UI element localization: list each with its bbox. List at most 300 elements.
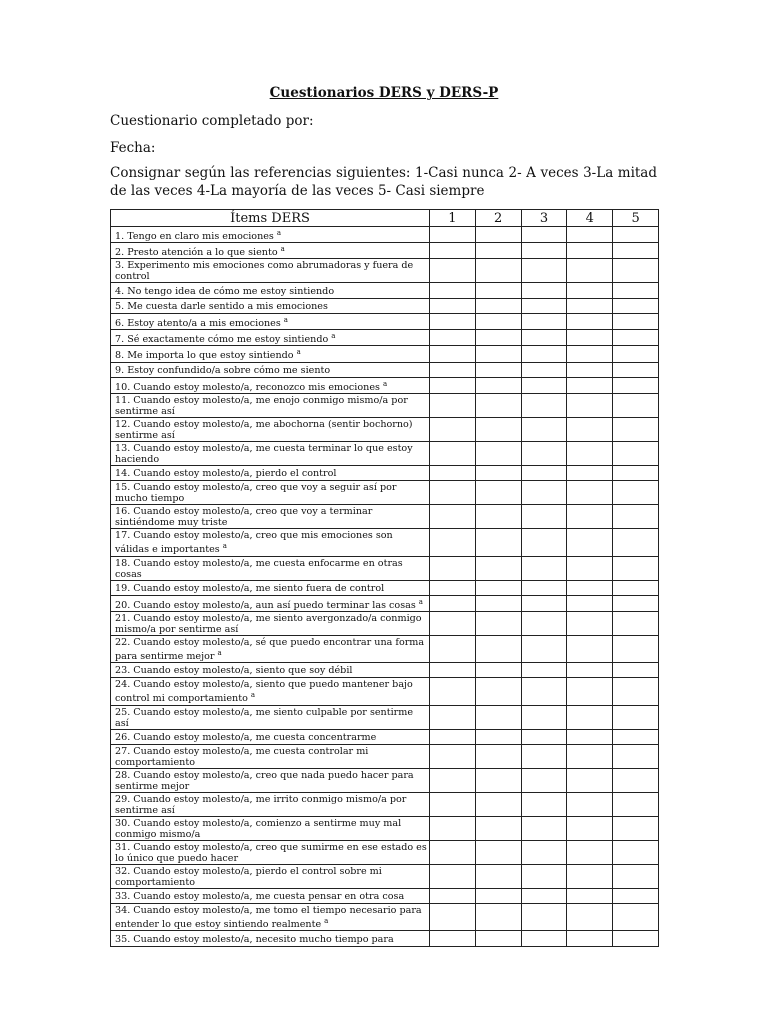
answer-cell-3[interactable] [521,816,567,840]
answer-cell-3[interactable] [521,481,567,505]
answer-cell-4[interactable] [567,663,613,678]
answer-cell-4[interactable] [567,505,613,529]
answer-cell-4[interactable] [567,466,613,481]
item-text-cell [111,580,430,595]
answer-cell-3[interactable] [521,729,567,744]
completed-by-label: Cuestionario completado por: [110,113,314,129]
answer-cell-1[interactable] [430,595,476,611]
answer-cell-1[interactable] [430,283,476,298]
answer-cell-4[interactable] [567,481,613,505]
item-text: 34. Cuando estoy molesto/a, me tomo el tiempo necesario para entender lo que estoy sintiendo realmente [115,905,422,931]
item-text-cell [111,346,430,362]
item-text: 6. Estoy atento/a a mis emociones [115,318,281,330]
answer-cell-3[interactable] [521,505,567,529]
answer-cell-5[interactable] [613,840,659,864]
answer-cell-2[interactable] [475,313,521,329]
answer-cell-1[interactable] [430,840,476,864]
table-row [111,362,659,377]
item-text-cell [111,418,430,442]
answer-cell-1[interactable] [430,864,476,888]
answer-cell-2[interactable] [475,529,521,556]
answer-cell-2[interactable] [475,580,521,595]
answer-cell-5[interactable] [613,663,659,678]
item-text: 1. Tengo en claro mis emociones [115,231,274,243]
table-row [111,792,659,816]
table-row [111,931,659,946]
table-row [111,663,659,678]
answer-cell-2[interactable] [475,442,521,466]
answer-cell-5[interactable] [613,466,659,481]
answer-cell-2[interactable] [475,816,521,840]
answer-cell-5[interactable] [613,330,659,346]
answer-cell-4[interactable] [567,611,613,635]
item-text: 16. Cuando estoy molesto/a, creo que voy a terminar sintiéndome muy triste [115,506,373,529]
item-text: 5. Me cuesta darle sentido a mis emociones [115,300,328,312]
answer-cell-2[interactable] [475,377,521,393]
answer-cell-1[interactable] [430,418,476,442]
answer-cell-5[interactable] [613,904,659,931]
table-row [111,377,659,393]
answer-cell-3[interactable] [521,705,567,729]
date-label: Fecha: [110,140,156,156]
answer-cell-4[interactable] [567,529,613,556]
answer-cell-3[interactable] [521,313,567,329]
answer-cell-4[interactable] [567,888,613,903]
answer-cell-3[interactable] [521,888,567,903]
answer-cell-5[interactable] [613,864,659,888]
table-row [111,816,659,840]
answer-cell-1[interactable] [430,635,476,662]
item-text-cell [111,663,430,678]
item-text-cell [111,377,430,393]
answer-cell-2[interactable] [475,595,521,611]
answer-cell-2[interactable] [475,635,521,662]
answer-cell-2[interactable] [475,298,521,313]
item-text: 11. Cuando estoy molesto/a, me enojo conmigo mismo/a por sentirme así [115,395,408,418]
answer-cell-4[interactable] [567,418,613,442]
answer-cell-1[interactable] [430,792,476,816]
item-text: 17. Cuando estoy molesto/a, creo que mis emociones son válidas e importantes [115,530,393,556]
answer-cell-4[interactable] [567,840,613,864]
item-text: 29. Cuando estoy molesto/a, me irrito conmigo mismo/a por sentirme así [115,793,407,816]
answer-cell-2[interactable] [475,227,521,243]
item-note-marker: a [250,691,256,700]
table-row [111,611,659,635]
answer-cell-1[interactable] [430,931,476,946]
item-text-cell [111,556,430,580]
table-row [111,313,659,329]
answer-cell-3[interactable] [521,394,567,418]
table-row [111,705,659,729]
answer-cell-1[interactable] [430,346,476,362]
item-text: 25. Cuando estoy molesto/a, me siento culpable por sentirme así [115,706,414,729]
answer-cell-4[interactable] [567,313,613,329]
answer-cell-5[interactable] [613,362,659,377]
answer-cell-5[interactable] [613,580,659,595]
header-items: Ítems DERS [111,210,430,227]
item-text-cell [111,904,430,931]
item-text-cell [111,243,430,259]
answer-cell-3[interactable] [521,840,567,864]
answer-cell-5[interactable] [613,481,659,505]
answer-cell-4[interactable] [567,595,613,611]
answer-cell-5[interactable] [613,418,659,442]
answer-cell-1[interactable] [430,663,476,678]
answer-cell-1[interactable] [430,259,476,283]
item-text-cell [111,259,430,283]
answer-cell-1[interactable] [430,816,476,840]
table-row [111,243,659,259]
item-note-marker: a [296,348,301,357]
references-text: Consignar según las referencias siguientes: 1-Casi nunca 2- A veces 3-La mitad de las veces 4-La mayoría de las veces 5- Casi siempre [110,165,657,199]
answer-cell-3[interactable] [521,529,567,556]
answer-cell-1[interactable] [430,298,476,313]
answer-cell-5[interactable] [613,346,659,362]
item-note-marker: a [382,379,388,388]
answer-cell-2[interactable] [475,330,521,346]
answer-cell-4[interactable] [567,442,613,466]
answer-cell-3[interactable] [521,792,567,816]
answer-cell-2[interactable] [475,243,521,259]
answer-cell-1[interactable] [430,678,476,705]
answer-cell-3[interactable] [521,580,567,595]
item-text: 4. No tengo idea de cómo me estoy sintiendo [115,285,335,297]
item-text-cell [111,505,430,529]
answer-cell-2[interactable] [475,663,521,678]
answer-cell-5[interactable] [613,729,659,744]
item-note-marker: a [331,332,336,341]
answer-cell-1[interactable] [430,442,476,466]
header-score-5: 5 [613,210,659,227]
item-text: 28. Cuando estoy molesto/a, creo que nada puedo hacer para sentirme mejor [115,769,414,792]
table-row [111,394,659,418]
page-title: Cuestionarios DERS y DERS-P [269,85,499,101]
item-text-cell [111,840,430,864]
table-row [111,744,659,768]
table-row [111,529,659,556]
answer-cell-3[interactable] [521,330,567,346]
item-text: 21. Cuando estoy molesto/a, me siento avergonzado/a conmigo mismo/a por sentirme así [115,612,422,635]
item-text-cell [111,466,430,481]
answer-cell-5[interactable] [613,678,659,705]
answer-cell-3[interactable] [521,744,567,768]
answer-cell-2[interactable] [475,768,521,792]
item-text-cell [111,705,430,729]
item-text-cell [111,931,430,946]
answer-cell-3[interactable] [521,442,567,466]
answer-cell-2[interactable] [475,259,521,283]
answer-cell-2[interactable] [475,556,521,580]
answer-cell-5[interactable] [613,259,659,283]
answer-cell-3[interactable] [521,466,567,481]
answer-cell-1[interactable] [430,505,476,529]
item-text: 24. Cuando estoy molesto/a, siento que puedo mantener bajo control mi comportamiento [115,679,413,705]
table-row [111,678,659,705]
ders-items-table [110,209,659,947]
answer-cell-4[interactable] [567,744,613,768]
answer-cell-1[interactable] [430,611,476,635]
answer-cell-4[interactable] [567,259,613,283]
item-text: 20. Cuando estoy molesto/a, aun así puedo terminar las cosas [115,599,416,611]
answer-cell-1[interactable] [430,768,476,792]
answer-cell-3[interactable] [521,931,567,946]
answer-cell-1[interactable] [430,729,476,744]
answer-cell-3[interactable] [521,418,567,442]
answer-cell-5[interactable] [613,705,659,729]
answer-cell-1[interactable] [430,313,476,329]
answer-cell-4[interactable] [567,377,613,393]
answer-cell-2[interactable] [475,840,521,864]
answer-cell-3[interactable] [521,663,567,678]
answer-cell-4[interactable] [567,768,613,792]
header-score-4: 4 [567,210,613,227]
answer-cell-3[interactable] [521,377,567,393]
answer-cell-5[interactable] [613,595,659,611]
answer-cell-5[interactable] [613,556,659,580]
answer-cell-5[interactable] [613,243,659,259]
answer-cell-2[interactable] [475,418,521,442]
answer-cell-2[interactable] [475,744,521,768]
item-text: 22. Cuando estoy molesto/a, sé que puedo encontrar una forma para sentirme mejor [115,636,425,663]
answer-cell-5[interactable] [613,816,659,840]
answer-cell-4[interactable] [567,227,613,243]
item-text-cell [111,298,430,313]
item-text-cell [111,529,430,556]
item-text-cell [111,394,430,418]
table-row [111,635,659,662]
table-row [111,418,659,442]
answer-cell-3[interactable] [521,768,567,792]
item-text: 15. Cuando estoy molesto/a, creo que voy a seguir así por mucho tiempo [115,482,397,505]
answer-cell-4[interactable] [567,556,613,580]
table-row [111,888,659,903]
table-row [111,840,659,864]
table-row [111,481,659,505]
answer-cell-5[interactable] [613,529,659,556]
table-row [111,768,659,792]
item-note-marker: a [324,917,329,926]
answer-cell-5[interactable] [613,611,659,635]
answer-cell-2[interactable] [475,505,521,529]
table-row [111,466,659,481]
header-score-2: 2 [475,210,521,227]
item-text: 10. Cuando estoy molesto/a, reconozco mis emociones [115,382,380,394]
item-text: 7. Sé exactamente cómo me estoy sintiendo [115,334,329,346]
answer-cell-1[interactable] [430,744,476,768]
item-text: 2. Presto atención a lo que siento [115,247,278,259]
answer-cell-2[interactable] [475,792,521,816]
item-note-marker: a [222,542,227,551]
item-text: 26. Cuando estoy molesto/a, me cuesta concentrarme [115,731,377,743]
item-text-cell [111,888,430,903]
item-text: 13. Cuando estoy molesto/a, me cuesta terminar lo que estoy haciendo [115,443,413,466]
item-text: 14. Cuando estoy molesto/a, pierdo el control [115,468,337,480]
answer-cell-1[interactable] [430,556,476,580]
answer-cell-4[interactable] [567,635,613,662]
table-row [111,259,659,283]
item-note-marker: a [283,315,288,324]
item-note-marker: a [418,597,423,606]
answer-cell-2[interactable] [475,611,521,635]
item-text-cell [111,744,430,768]
answer-cell-2[interactable] [475,705,521,729]
answer-cell-5[interactable] [613,931,659,946]
answer-cell-4[interactable] [567,362,613,377]
item-text: 3. Experimento mis emociones como abrumadoras y fuera de control [115,260,414,283]
answer-cell-1[interactable] [430,529,476,556]
item-text: 19. Cuando estoy molesto/a, me siento fuera de control [115,582,385,594]
table-row [111,330,659,346]
answer-cell-1[interactable] [430,580,476,595]
item-text-cell [111,611,430,635]
answer-cell-3[interactable] [521,259,567,283]
answer-cell-2[interactable] [475,481,521,505]
item-text: 12. Cuando estoy molesto/a, me abochorna (sentir bochorno) sentirme así [115,419,413,442]
table-header-row [111,210,659,227]
item-text: 8. Me importa lo que estoy sintiendo [115,350,294,362]
answer-cell-1[interactable] [430,227,476,243]
table-row [111,556,659,580]
answer-cell-4[interactable] [567,816,613,840]
answer-cell-1[interactable] [430,377,476,393]
item-text-cell [111,313,430,329]
answer-cell-2[interactable] [475,283,521,298]
answer-cell-5[interactable] [613,298,659,313]
answer-cell-5[interactable] [613,227,659,243]
answer-cell-5[interactable] [613,888,659,903]
answer-cell-5[interactable] [613,313,659,329]
answer-cell-3[interactable] [521,864,567,888]
answer-cell-4[interactable] [567,243,613,259]
table-row [111,904,659,931]
item-text-cell [111,283,430,298]
answer-cell-3[interactable] [521,283,567,298]
item-text: 23. Cuando estoy molesto/a, siento que soy débil [115,665,353,677]
answer-cell-4[interactable] [567,792,613,816]
answer-cell-2[interactable] [475,678,521,705]
answer-cell-5[interactable] [613,768,659,792]
answer-cell-2[interactable] [475,729,521,744]
item-text-cell [111,362,430,377]
item-text-cell [111,481,430,505]
answer-cell-2[interactable] [475,466,521,481]
item-text: 18. Cuando estoy molesto/a, me cuesta enfocarme en otras cosas [115,557,403,580]
item-text: 33. Cuando estoy molesto/a, me cuesta pensar en otra cosa [115,891,405,903]
item-text: 30. Cuando estoy molesto/a, comienzo a sentirme muy mal conmigo mismo/a [115,817,402,840]
answer-cell-3[interactable] [521,227,567,243]
answer-cell-4[interactable] [567,904,613,931]
item-note-marker: a [280,245,285,254]
table-row [111,298,659,313]
answer-cell-1[interactable] [430,888,476,903]
answer-cell-2[interactable] [475,394,521,418]
table-row [111,505,659,529]
answer-cell-4[interactable] [567,580,613,595]
table-row [111,729,659,744]
item-text: 9. Estoy confundido/a sobre cómo me siento [115,364,331,376]
answer-cell-3[interactable] [521,556,567,580]
answer-cell-3[interactable] [521,635,567,662]
item-text-cell [111,442,430,466]
answer-cell-4[interactable] [567,678,613,705]
item-text-cell [111,768,430,792]
answer-cell-1[interactable] [430,330,476,346]
item-text-cell [111,816,430,840]
item-text-cell [111,792,430,816]
answer-cell-4[interactable] [567,729,613,744]
answer-cell-4[interactable] [567,298,613,313]
answer-cell-1[interactable] [430,362,476,377]
answer-cell-1[interactable] [430,904,476,931]
answer-cell-3[interactable] [521,904,567,931]
item-note-marker: a [217,648,222,657]
answer-cell-3[interactable] [521,346,567,362]
answer-cell-4[interactable] [567,705,613,729]
answer-cell-2[interactable] [475,904,521,931]
answer-cell-4[interactable] [567,330,613,346]
answer-cell-2[interactable] [475,864,521,888]
answer-cell-2[interactable] [475,931,521,946]
item-text: 27. Cuando estoy molesto/a, me cuesta controlar mi comportamiento [115,745,369,768]
answer-cell-5[interactable] [613,377,659,393]
item-text: 31. Cuando estoy molesto/a, creo que sumirme en ese estado es lo único que puedo hacer [115,841,427,864]
answer-cell-4[interactable] [567,931,613,946]
table-row [111,595,659,611]
answer-cell-2[interactable] [475,346,521,362]
answer-cell-1[interactable] [430,394,476,418]
item-text-cell [111,635,430,662]
header-score-3: 3 [521,210,567,227]
answer-cell-5[interactable] [613,635,659,662]
header-score-1: 1 [430,210,476,227]
answer-cell-1[interactable] [430,481,476,505]
table-row [111,442,659,466]
item-note-marker: a [276,229,282,237]
table-row [111,346,659,362]
answer-cell-4[interactable] [567,346,613,362]
answer-cell-5[interactable] [613,442,659,466]
item-text-cell [111,729,430,744]
answer-cell-1[interactable] [430,243,476,259]
answer-cell-5[interactable] [613,505,659,529]
answer-cell-3[interactable] [521,595,567,611]
item-text-cell [111,330,430,346]
answer-cell-3[interactable] [521,298,567,313]
answer-cell-4[interactable] [567,394,613,418]
answer-cell-5[interactable] [613,792,659,816]
table-row [111,864,659,888]
answer-cell-1[interactable] [430,705,476,729]
answer-cell-1[interactable] [430,466,476,481]
answer-cell-4[interactable] [567,283,613,298]
table-row [111,580,659,595]
item-text-cell [111,678,430,705]
answer-cell-3[interactable] [521,362,567,377]
answer-cell-3[interactable] [521,243,567,259]
answer-cell-2[interactable] [475,362,521,377]
answer-cell-5[interactable] [613,744,659,768]
answer-cell-5[interactable] [613,283,659,298]
answer-cell-5[interactable] [613,394,659,418]
table-row [111,283,659,298]
answer-cell-3[interactable] [521,611,567,635]
answer-cell-3[interactable] [521,678,567,705]
item-text-cell [111,864,430,888]
answer-cell-4[interactable] [567,864,613,888]
table-row [111,227,659,243]
answer-cell-2[interactable] [475,888,521,903]
item-text: 35. Cuando estoy molesto/a, necesito mucho tiempo para [115,933,394,945]
